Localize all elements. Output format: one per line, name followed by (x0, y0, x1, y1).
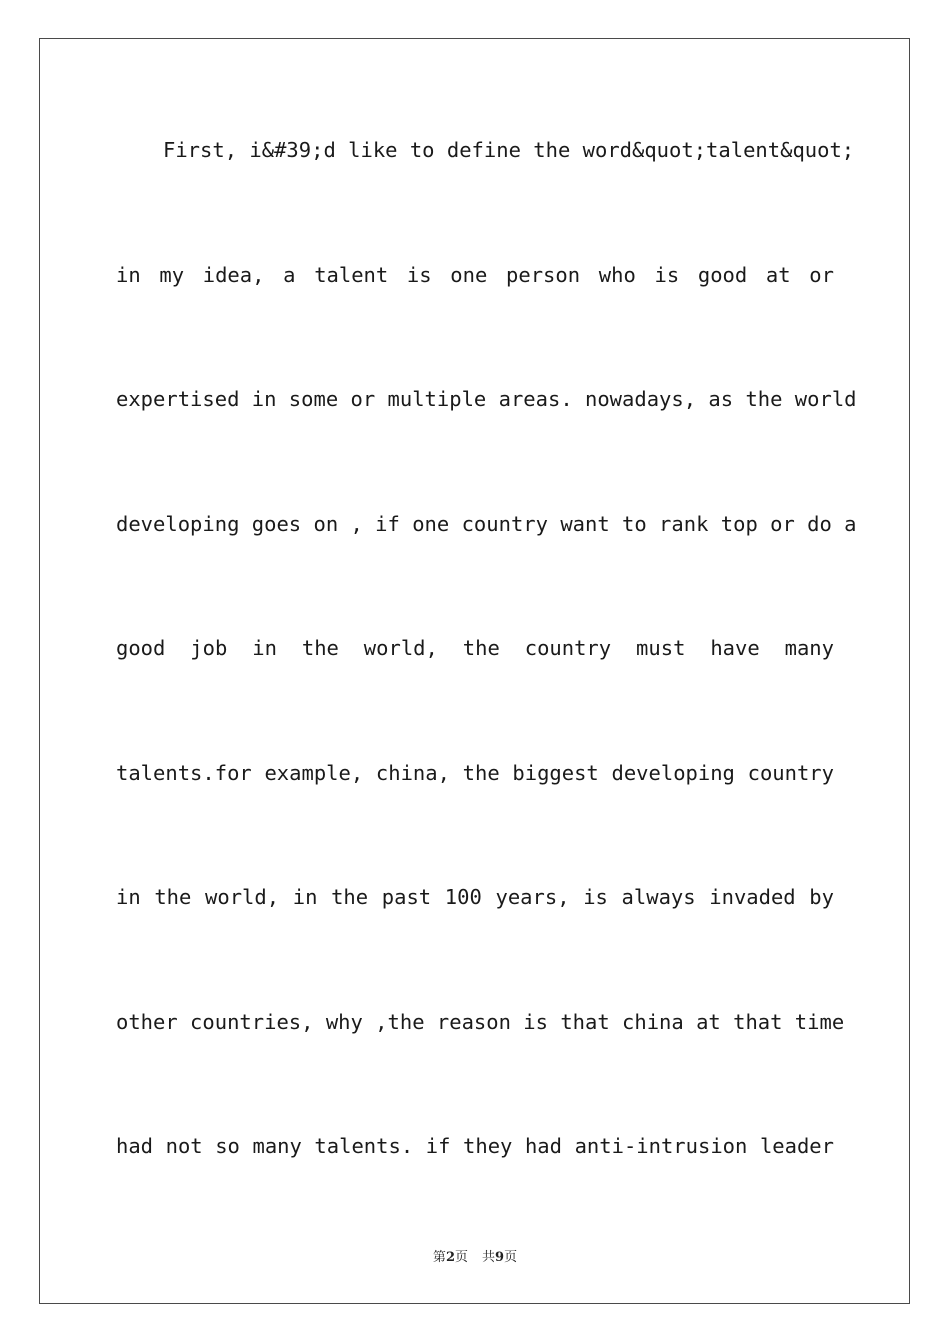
text-line-7: in the world, in the past 100 years, is always invaded by (116, 885, 834, 909)
page-footer (0, 1246, 950, 1265)
text-line-3: expertised in some or multiple areas. nowadays, as the world (116, 387, 857, 411)
current-page-number: 2 (445, 1250, 455, 1265)
total-suffix: 页 (504, 1250, 518, 1265)
total-prefix: 共 (482, 1250, 496, 1265)
text-line-5: good job in the world, the country must have many (116, 636, 834, 660)
text-line-4: developing goes on , if one country want to rank top or do a (116, 512, 857, 536)
page-prefix: 第 (432, 1250, 446, 1265)
total-pages-number: 9 (495, 1250, 505, 1265)
text-line-2: in my idea, a talent is one person who is good at or (116, 263, 834, 287)
page-suffix: 页 (454, 1250, 468, 1265)
text-line-9: had not so many talents. if they had anti-intrusion leader (116, 1134, 834, 1158)
text-line-1: First, i&#39;d like to define the word&quot;talent&quot; (163, 138, 855, 162)
text-line-6: talents.for example, china, the biggest developing country (116, 761, 834, 785)
page-border (39, 38, 910, 1304)
text-line-8: other countries, why ,the reason is that china at that time (116, 1010, 845, 1034)
